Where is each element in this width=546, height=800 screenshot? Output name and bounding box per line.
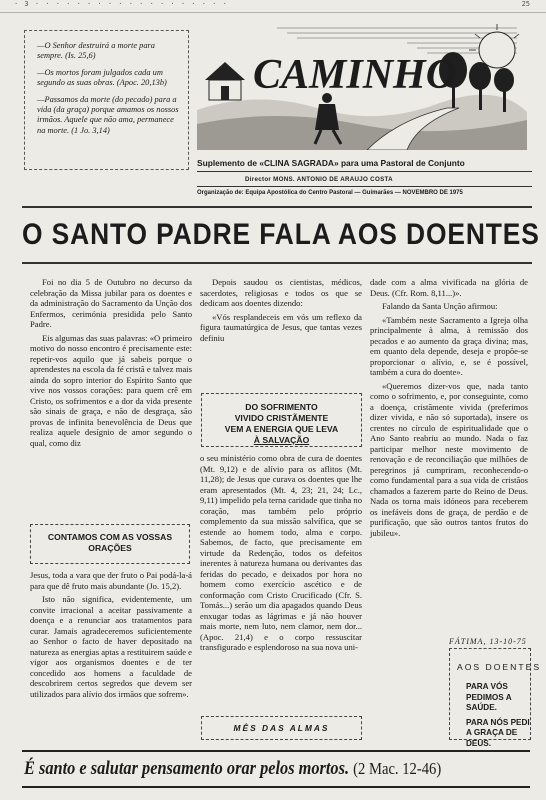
paragraph: Jesus, toda a vara que der fruto o Pai podá-la-á para que dê fruto mais abundante (Jo. 15,2). <box>30 570 192 591</box>
callout-line: DO SOFRIMENTO <box>245 402 318 412</box>
headline-rule-bottom <box>22 262 532 264</box>
suffering-callout-box <box>201 393 362 447</box>
top-strip-page-number: 25 <box>521 0 530 8</box>
footer-quote-reference: (2 Mac. 12-46) <box>353 759 442 778</box>
footer-rule-top <box>22 750 530 752</box>
sick-prayer-title: AOS DOENTES <box>457 662 542 672</box>
month-of-souls-box: MÊS DAS ALMAS <box>201 716 362 740</box>
paragraph: Falando da Santa Unção afirmou: <box>382 301 498 311</box>
scripture-quotes-box <box>24 30 189 170</box>
paragraph: Isto não significa, evidentemente, um convite irracional a aceitar passivamente a doença e a renunciar aos tratamentos para curar. Jamais agradeceremos suficientemente ao Senhor o facto de haver depositado na natureza as energias aptas a restituirem saúde e vigor aos organismos doentes e de ter concedido aos homens a faculdade de descobrirem certos segredos que devem ser utilizados para alívio dos irmãos que sofrem». <box>30 594 192 699</box>
quote-john: —Passamos da morte (do pecado) para a vida (da graça) porque amamos os nossos irmãos. Aquele que não ama, permanece na morte. (1 Jo. 3,14) <box>37 94 179 135</box>
masthead-rule-top <box>197 171 532 172</box>
article-column-3 <box>370 277 528 541</box>
paragraph: «Também neste Sacramento a Igreja olha principalmente à alma, à remissão dos pecados e ao aumento da graça divina; mas, em quanto dela depende, deseja e propõe-se proporcionar o alívio, e, se é possível, também a cura do doente». <box>370 314 528 377</box>
article-column-2 <box>200 277 362 346</box>
footer-quote-text: É santo e salutar pensamento orar pelos mortos. <box>24 758 350 779</box>
paragraph: o seu ministério como obra de cura de doentes (Mt. 9,12) e de alívio para os aflitos (Mt. 11,28); de Jesus que curava os doentes que lhe eram apresentados (Mt. 4, 23; 21, 24; Lc., 9,11) impelido pela terna caridade que tinha no coração, mas também pelo próprio complemento da sua missão salvífica, que se estende ao homem todo, alma e corpo. Sabemos, de facto, que precisamente em virtude da Redenção, todos os defeitos inerentes à natureza humana ou derivantes das feridas do pecado, e deixados por hora no homem como exercício ascético e de conformação com Cristo Crucificado (Cfr. S. Tomás...) serão um dia apagados quando Deus enxugar todas as lágrimas e já não houver mais morte, nem luto, nem clamor, nem dor... (Apoc. 21,4) e o corpo ressuscitar transfigurado e esplendoroso na sua nova uni- <box>200 453 362 652</box>
paragraph: Foi no dia 5 de Outubro no decurso da celebração da Missa jubilar para os doentes e da administração do Sacramento da Unção dos Enfermos, cerimónia presidida pelo Santo Padre. <box>30 277 192 329</box>
scan-top-strip <box>0 0 546 13</box>
callout-line: VEM A ENERGIA QUE LEVA <box>224 424 339 434</box>
quote-isaiah: —O Senhor destruirá a morte para sempre. (Is. 25,6) <box>37 41 155 61</box>
callout-line: À SALVAÇÃO <box>253 435 310 445</box>
paragraph: «Queremos dizer-vos que, nada tanto como o sofrimento, e, por conseguinte, como a doença, cristãmente vivida (preferimos dizer vivida, e não só suportada), insere os crentes no círculo de espiritualidade que o Ano Santo reabriu ao mundo. Nada o faz participar melhor neste movimento de renovação e de reconciliação que milhões de peregrinos já cumpriram, reconhecendo-o como fundamental para a sua vida de cristãos chamados a fazerem parte do Reino de Deus. Nada os torna mais idóneos para receberem os inefáveis dons de graça, de perdão e de purificação, que são outros tantos frutos do jubileu». <box>370 380 528 538</box>
article-column-1 <box>30 277 192 451</box>
masthead-illustration <box>197 20 527 150</box>
paragraph: Depois saudou os cientistas, médicos, sacerdotes, religiosas e todos os que se dedicam aos doentes dizendo: <box>200 277 362 308</box>
paragraph: Eis algumas das suas palavras: «O primeiro motivo do nosso encontro é precisamente este: repetir-vos aquilo que já sabeis porque o aprendestes na escola da fé cristã e talvez mais ainda do sopro interior do Espírito Santo que vive nos vossos corações: para quem crê em Cristo, os sofrimentos e a dor da vida presente são sinais de graça, e não de desgraça, são provas de infinita benevolência de Deus que realiza aquele desígnio de amor segundo o qual, como diz <box>30 332 192 448</box>
road-landscape-illustration <box>197 20 527 150</box>
quote-apocalypse: —Os mortos foram julgados cada um segundo as suas obras. (Apoc. 20,13b) <box>37 67 167 88</box>
fatima-dateline: FÁTIMA, 13-10-75 <box>449 637 527 646</box>
masthead-rule-mid <box>197 186 532 187</box>
masthead-subtitle: Suplemento de «CLINA SAGRADA» para uma Pastoral de Conjunto <box>197 158 465 168</box>
top-strip-left: · 3 · · · · · · · · · · · · · · · · · · · <box>14 0 228 8</box>
article-column-1-continued <box>30 570 192 702</box>
paragraph: «Vós resplandeceis em vós um reflexo da figura taumatúrgica de Jesus, que tantas vezes definiu <box>200 311 362 343</box>
sick-prayer-line: PARA VÓS PEDIMOS A SAÚDE. <box>466 682 512 712</box>
main-headline: O SANTO PADRE FALA AOS DOENTES <box>22 218 540 251</box>
footer-rule-bottom <box>22 786 530 788</box>
masthead-title: CAMINHO <box>253 52 457 98</box>
prayers-callout-box: CONTAMOS COM AS VOSSAS ORAÇÕES <box>30 524 190 564</box>
footer-quote <box>24 758 463 780</box>
masthead-organization: Organização de: Equipa Apostólica do Centro Pastoral — Guimarães — NOVEMBRO DE 1975 <box>197 190 463 196</box>
paragraph: dade com a alma vivificada na glória de Deus. (Cfr. Rom. 8,11...)». <box>370 277 528 298</box>
sick-prayer-line: PARA NÓS PEDI A GRAÇA DE DEUS. <box>466 717 530 748</box>
masthead-director: Director MONS. ANTONIO DE ARAUJO COSTA <box>245 176 393 183</box>
sick-prayer-lines <box>466 682 530 753</box>
article-column-2-continued <box>200 453 362 656</box>
headline-rule-top <box>22 206 532 208</box>
callout-line: VIVIDO CRISTÃMENTE <box>234 413 329 423</box>
